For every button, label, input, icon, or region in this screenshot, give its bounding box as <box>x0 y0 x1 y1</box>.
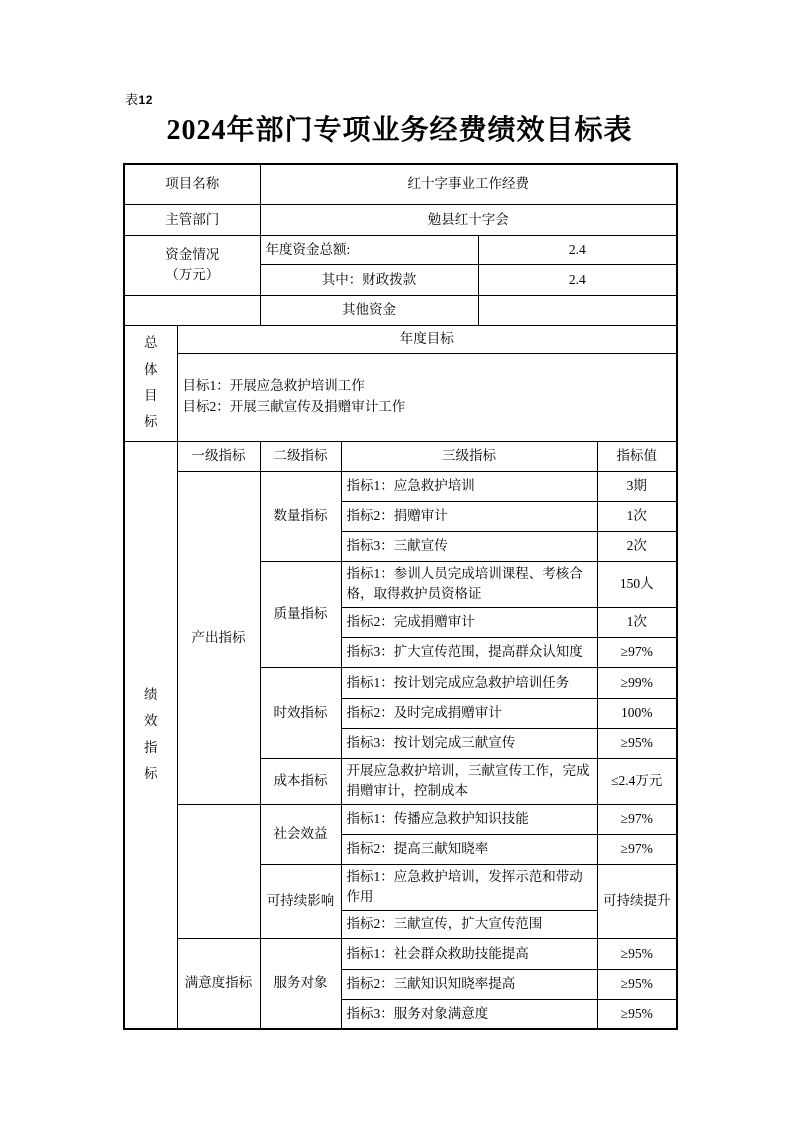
table-row <box>124 441 677 471</box>
indicator-text: 指标1：应急救护培训，发挥示范和带动作用 <box>341 864 597 910</box>
indicator-value: ≥97% <box>597 804 677 834</box>
indicator-value: ≤2.4万元 <box>597 758 677 804</box>
annual-total-label: 年度资金总额: <box>260 235 478 264</box>
fiscal-allocation-value: 2.4 <box>478 264 677 295</box>
header-level1: 一级指标 <box>177 441 260 471</box>
indicator-value: 3期 <box>597 471 677 501</box>
other-funds-value <box>478 295 677 325</box>
indicator-value: ≥95% <box>597 938 677 969</box>
dept-value: 勉县红十字会 <box>260 204 677 235</box>
indicator-text: 指标2：提高三献知晓率 <box>341 834 597 864</box>
dept-label: 主管部门 <box>124 204 260 235</box>
perf-vertical-text: 绩效指标 <box>143 687 158 782</box>
indicator-value: 可持续提升 <box>597 864 677 938</box>
table-row <box>124 204 677 235</box>
project-name-label: 项目名称 <box>124 164 260 204</box>
indicator-text: 指标3：三献宣传 <box>341 531 597 561</box>
header-value: 指标值 <box>597 441 677 471</box>
level2-quantity: 数量指标 <box>260 471 341 561</box>
overall-goal-vertical-label <box>124 325 177 441</box>
level1-output: 产出指标 <box>177 471 260 804</box>
indicator-value: ≥95% <box>597 728 677 758</box>
level2-service-target: 服务对象 <box>260 938 341 1029</box>
level1-benefit-empty <box>177 804 260 938</box>
indicator-text: 指标2：捐赠审计 <box>341 501 597 531</box>
annual-goal-header: 年度目标 <box>177 325 677 353</box>
indicator-value: ≥95% <box>597 999 677 1029</box>
empty-cell <box>124 295 260 325</box>
indicator-value: 150人 <box>597 561 677 607</box>
level1-satisfaction: 满意度指标 <box>177 938 260 1029</box>
annual-total-value: 2.4 <box>478 235 677 264</box>
indicator-value: 2次 <box>597 531 677 561</box>
table-number-prefix: 表 <box>125 92 139 107</box>
level2-social-benefit: 社会效益 <box>260 804 341 864</box>
indicator-text: 指标1：参训人员完成培训课程、考核合格，取得救护员资格证 <box>341 561 597 607</box>
goal-2: 目标2：开展三献宣传及捐赠审计工作 <box>182 399 406 414</box>
indicator-value: ≥97% <box>597 637 677 667</box>
level2-quality: 质量指标 <box>260 561 341 667</box>
other-funds-label: 其他资金 <box>260 295 478 325</box>
table-row <box>124 325 677 353</box>
perf-vertical-label <box>124 441 177 1029</box>
header-level3: 三级指标 <box>341 441 597 471</box>
indicator-text: 开展应急救护培训，三献宣传工作，完成捐赠审计，控制成本 <box>341 758 597 804</box>
funding-label-line2: （万元） <box>165 267 220 282</box>
indicator-value: 1次 <box>597 501 677 531</box>
indicator-value: ≥95% <box>597 969 677 999</box>
indicator-value: 1次 <box>597 607 677 637</box>
indicator-value: ≥99% <box>597 667 677 698</box>
indicator-text: 指标2：及时完成捐赠审计 <box>341 698 597 728</box>
project-name-value: 红十字事业工作经费 <box>260 164 677 204</box>
indicator-text: 指标2：完成捐赠审计 <box>341 607 597 637</box>
header-level2: 二级指标 <box>260 441 341 471</box>
indicator-text: 指标3：服务对象满意度 <box>341 999 597 1029</box>
fiscal-allocation-label: 其中：财政拨款 <box>260 264 478 295</box>
table-row <box>124 804 677 834</box>
table-number-value: 12 <box>138 93 153 107</box>
indicator-text: 指标1：按计划完成应急救护培训任务 <box>341 667 597 698</box>
indicator-value: 100% <box>597 698 677 728</box>
table-row <box>124 164 677 204</box>
table-number-label <box>125 89 153 108</box>
page-title: 2024年部门专项业务经费绩效目标表 <box>166 115 633 146</box>
goal-1: 目标1：开展应急救护培训工作 <box>182 378 365 394</box>
table-row <box>124 295 677 325</box>
indicator-text: 指标1：社会群众救助技能提高 <box>341 938 597 969</box>
table-row <box>124 235 677 264</box>
indicator-text: 指标3：按计划完成三献宣传 <box>341 728 597 758</box>
indicator-text: 指标2：三献宣传，扩大宣传范围 <box>341 910 597 938</box>
table-row <box>124 938 677 969</box>
funding-section-label <box>124 235 260 295</box>
level2-sustainability: 可持续影响 <box>260 864 341 938</box>
overall-goal-vertical-text: 总体目标 <box>143 335 158 430</box>
indicator-value: ≥97% <box>597 834 677 864</box>
indicator-text: 指标1：传播应急救护知识技能 <box>341 804 597 834</box>
level2-cost: 成本指标 <box>260 758 341 804</box>
indicator-text: 指标2：三献知识知晓率提高 <box>341 969 597 999</box>
table-row <box>124 471 677 501</box>
indicator-text: 指标3：扩大宣传范围，提高群众认知度 <box>341 637 597 667</box>
performance-target-table <box>123 163 678 1030</box>
indicator-text: 指标1：应急救护培训 <box>341 471 597 501</box>
funding-label-line1: 资金情况 <box>165 247 220 263</box>
level2-timeliness: 时效指标 <box>260 667 341 758</box>
table-row <box>124 353 677 441</box>
annual-goals-cell <box>177 353 677 441</box>
